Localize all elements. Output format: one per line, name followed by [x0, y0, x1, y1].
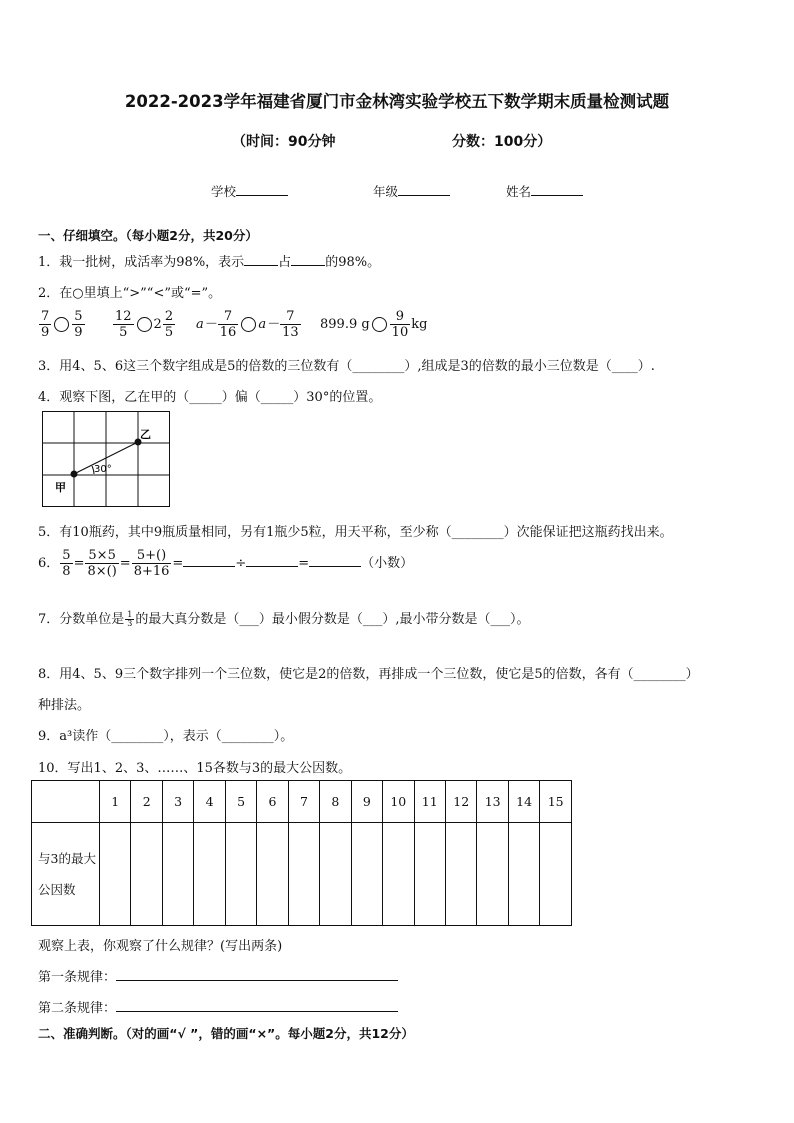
question-5: 5．有10瓶药，其中9瓶质量相同，另有1瓶少5粒，用天平称，至少称（________）次能保证把这瓶药找出来。	[38, 525, 673, 540]
answer-cell[interactable]	[225, 823, 256, 926]
label-jia: 甲	[55, 481, 66, 494]
rule-1-line[interactable]	[38, 966, 398, 985]
q1-text-b: 占	[278, 255, 292, 270]
rule-2-line[interactable]	[38, 997, 398, 1016]
answer-cell[interactable]	[288, 823, 319, 926]
section2-title: 二、准确判断。（对的画“√ ”，错的画“×”。每小题2分，共12分）	[38, 1026, 414, 1041]
answer-cell[interactable]	[100, 823, 131, 926]
q2-expression-4: 899.9 g $\frac{9}{10}$ kg	[320, 309, 428, 340]
gcd-table	[31, 780, 572, 926]
compare-circle[interactable]	[137, 317, 152, 332]
name-label: 姓名	[506, 184, 532, 199]
exam-score: 分数：100分）	[452, 134, 552, 150]
table-header-cell: 10	[383, 781, 414, 823]
table-header-row	[32, 781, 572, 823]
grade-field[interactable]	[373, 182, 450, 200]
table-header-cell: 12	[445, 781, 476, 823]
table-corner-cell	[32, 781, 100, 823]
label-angle: 30°	[94, 464, 112, 475]
exam-time: （时间：90分钟	[232, 134, 336, 150]
table-header-cell: 5	[225, 781, 256, 823]
q2-expression-2: $\frac{12}{5}$ 2 $\frac{2}{5}$	[115, 309, 174, 340]
answer-cell[interactable]	[445, 823, 476, 926]
table-header-cell: 15	[540, 781, 572, 823]
q2-expression-3: a－ $\frac{7}{16}$ a－ $\frac{7}{13}$	[196, 309, 299, 340]
table-header-cell: 13	[477, 781, 508, 823]
q2-expression-1: $\frac{7}{9}$ $\frac{5}{9}$	[41, 309, 83, 340]
school-label: 学校	[211, 184, 237, 199]
answer-cell[interactable]	[320, 823, 351, 926]
rule-2-label: 第二条规律：	[38, 1001, 117, 1016]
answer-cell[interactable]	[351, 823, 382, 926]
table-header-cell: 3	[162, 781, 193, 823]
point-jia	[71, 471, 78, 478]
section1-title: 一、仔细填空。（每小题2分，共20分）	[38, 228, 258, 243]
table-row-label: 与3的最大公因数	[32, 823, 100, 926]
q10-observe: 观察上表，你观察了什么规律？(写出两条)	[38, 939, 283, 954]
compare-circle[interactable]	[372, 317, 387, 332]
question-9: 9．a³读作（________），表示（________）。	[38, 729, 294, 744]
question-8-line1: 8．用4、5、9三个数字排列一个三位数，使它是2的倍数，再排成一个三位数，使它是5的倍数，各有（________）	[38, 667, 699, 682]
compare-circle[interactable]	[54, 317, 69, 332]
table-header-cell: 4	[194, 781, 225, 823]
table-header-cell: 7	[288, 781, 319, 823]
grade-label: 年级	[373, 184, 399, 199]
name-field[interactable]	[506, 182, 583, 200]
question-8-line2: 种排法。	[38, 698, 91, 713]
school-field[interactable]	[211, 182, 288, 200]
table-answer-row	[32, 823, 572, 926]
page-title: 2022-2023学年福建省厦门市金林湾实验学校五下数学期末质量检测试题	[124, 92, 670, 111]
answer-cell[interactable]	[508, 823, 539, 926]
table-header-cell: 2	[131, 781, 162, 823]
answer-cell[interactable]	[540, 823, 572, 926]
table-header-cell: 6	[257, 781, 288, 823]
question-6: 6． $\frac{5}{8}$ = $\frac{5\times 5}{8\times()}$ = $\frac{5+()}{8+16}$ = ÷ = （小数）	[38, 548, 414, 579]
answer-cell[interactable]	[414, 823, 445, 926]
q1-text-c: 的98%。	[325, 255, 381, 270]
table-header-cell: 14	[508, 781, 539, 823]
answer-cell[interactable]	[162, 823, 193, 926]
direction-grid-figure	[42, 411, 170, 507]
question-1	[38, 251, 380, 270]
table-header-cell: 1	[100, 781, 131, 823]
answer-cell[interactable]	[477, 823, 508, 926]
label-yi: 乙	[140, 428, 151, 441]
question-4: 4．观察下图，乙在甲的（_____）偏（_____）30°的位置。	[38, 390, 382, 405]
question-10: 10．写出1、2、3、……、15各数与3的最大公因数。	[38, 761, 352, 776]
answer-cell[interactable]	[194, 823, 225, 926]
answer-cell[interactable]	[383, 823, 414, 926]
answer-cell[interactable]	[131, 823, 162, 926]
question-2: 2．在○里填上“>”“<”或“=”。	[38, 286, 222, 301]
q1-text-a: 1．栽一批树，成活率为98%，表示	[38, 255, 245, 270]
question-7: 7．分数单位是 $\frac{1}{3}$ 的最大真分数是（___）最小假分数是（___）,最小带分数是（___）。	[38, 610, 530, 628]
table-header-cell: 8	[320, 781, 351, 823]
compare-circle[interactable]	[241, 317, 256, 332]
question-3: 3．用4、5、6这三个数字组成是5的倍数的三位数有（________）,组成是3的倍数的最小三位数是（____）.	[38, 359, 655, 374]
rule-1-label: 第一条规律：	[38, 970, 117, 985]
answer-cell[interactable]	[257, 823, 288, 926]
table-header-cell: 11	[414, 781, 445, 823]
table-header-cell: 9	[351, 781, 382, 823]
